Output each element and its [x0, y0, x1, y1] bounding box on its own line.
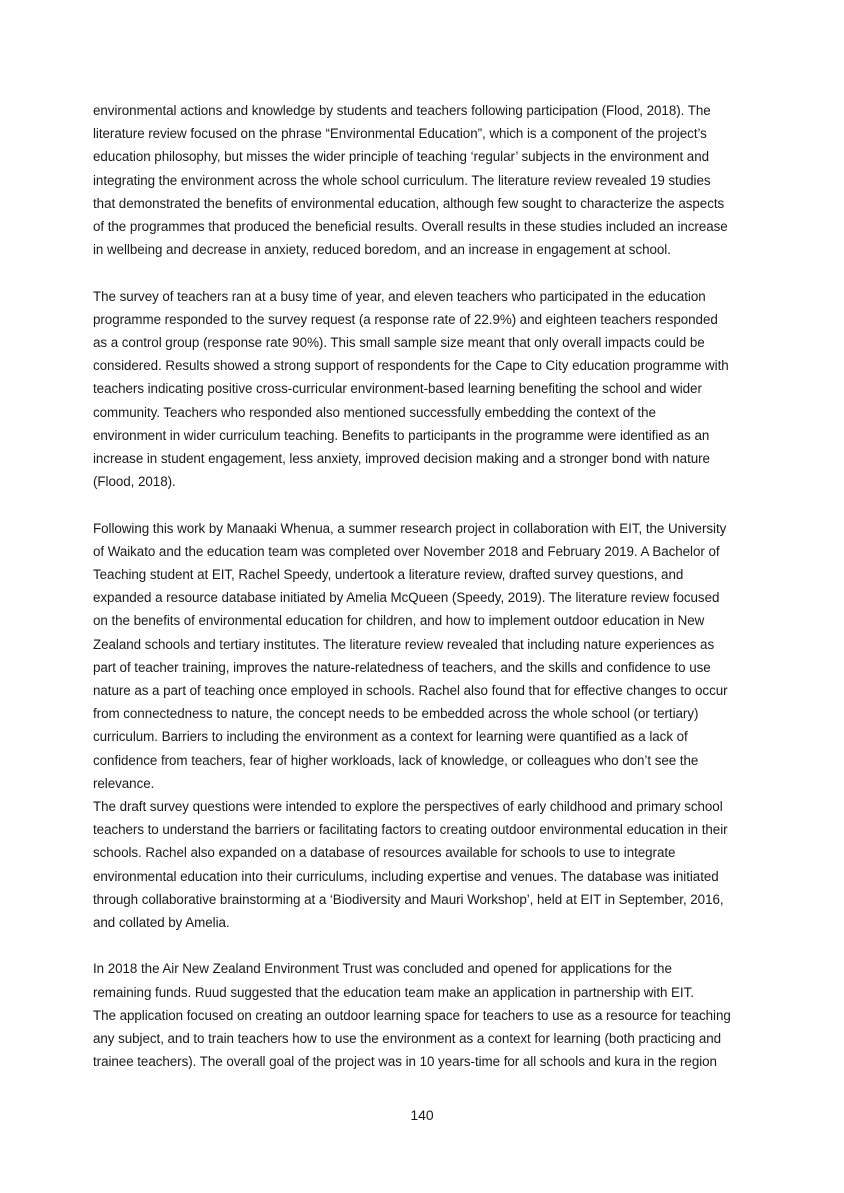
paragraph-summer-research: Following this work by Manaaki Whenua, a summer research project in collaboration with EIT, the University of Waikato and the education team was completed over November 2018 and February 2019. A Bachelor of Teaching student at EIT, Rachel Speedy, undertook a literature review, drafted survey questions, and expanded a resource database initiated by Amelia McQueen (Speedy, 2019). The literature review focused on the benefits of environmental education for children, and how to implement outdoor education in New Zealand schools and tertiary institutes. The literature review revealed that including nature experiences as part of teacher training, improves the nature-relatedness of teachers, and the skills and confidence to use nature as a part of teaching once employed in schools. Rachel also found that for effective changes to occur from connectedness to nature, the concept needs to be embedded across the whole school (or tertiary) curriculum. Barriers to including the environment as a context for learning were quantified as a lack of confidence from teachers, fear of higher workloads, lack of knowledge, or colleagues who don’t see the relevance.: [93, 520, 728, 791]
paragraph-literature-review: environmental actions and knowledge by students and teachers following participation (Flood, 2018). The literature review focused on the phrase “Environmental Education”, which is a component of the project’s education philosophy, but misses the wider principle of teaching ‘regular’ subjects in the environment and integrating the environment across the whole school curriculum. The literature review revealed 19 studies that demonstrated the benefits of environmental education, although few sought to characterize the aspects of the programmes that produced the beneficial results. Overall results in these studies included an increase in wellbeing and decrease in anxiety, reduced boredom, and an increase in engagement at school.: [93, 103, 728, 258]
page-number: 140: [410, 1107, 434, 1123]
paragraph-teacher-survey: The survey of teachers ran at a busy time of year, and eleven teachers who participated in the education programme responded to the survey request (a response rate of 22.9%) and eighteen teachers responded as a control group (response rate 90%). This small sample size meant that only overall impacts could be considered. Results showed a strong support of respondents for the Cape to City education programme with teachers indicating positive cross-curricular environment-based learning benefiting the school and wider community. Teachers who responded also mentioned successfully embedding the context of the environment in wider curriculum teaching. Benefits to participants in the programme were identified as an increase in student engagement, less anxiety, improved decision making and a stronger bond with nature (Flood, 2018).: [93, 288, 729, 490]
body-text: [93, 99, 753, 1073]
paragraph-spacer: [93, 261, 753, 284]
paragraph-spacer: [93, 493, 753, 516]
paragraph-spacer: [93, 934, 753, 957]
paragraph-application-focus: The application focused on creating an outdoor learning space for teachers to use as a resource for teaching any subject, and to train teachers how to use the environment as a context for learning (both practicing and trainee teachers). The overall goal of the project was in 10 years-time for all schools and kura in the region: [93, 1007, 731, 1070]
paragraph-draft-survey: The draft survey questions were intended to explore the perspectives of early childhood and primary school teachers to understand the barriers or facilitating factors to creating outdoor environmental education in their schools. Rachel also expanded on a database of resources available for schools to use to integrate environmental education into their curriculums, including expertise and venues. The database was initiated through collaborative brainstorming at a ‘Biodiversity and Mauri Workshop’, held at EIT in September, 2016, and collated by Amelia.: [93, 799, 728, 931]
paragraph-air-nz-trust: In 2018 the Air New Zealand Environment Trust was concluded and opened for applications for the remaining funds. Ruud suggested that the education team make an application in partnership with EIT.: [93, 961, 694, 1000]
